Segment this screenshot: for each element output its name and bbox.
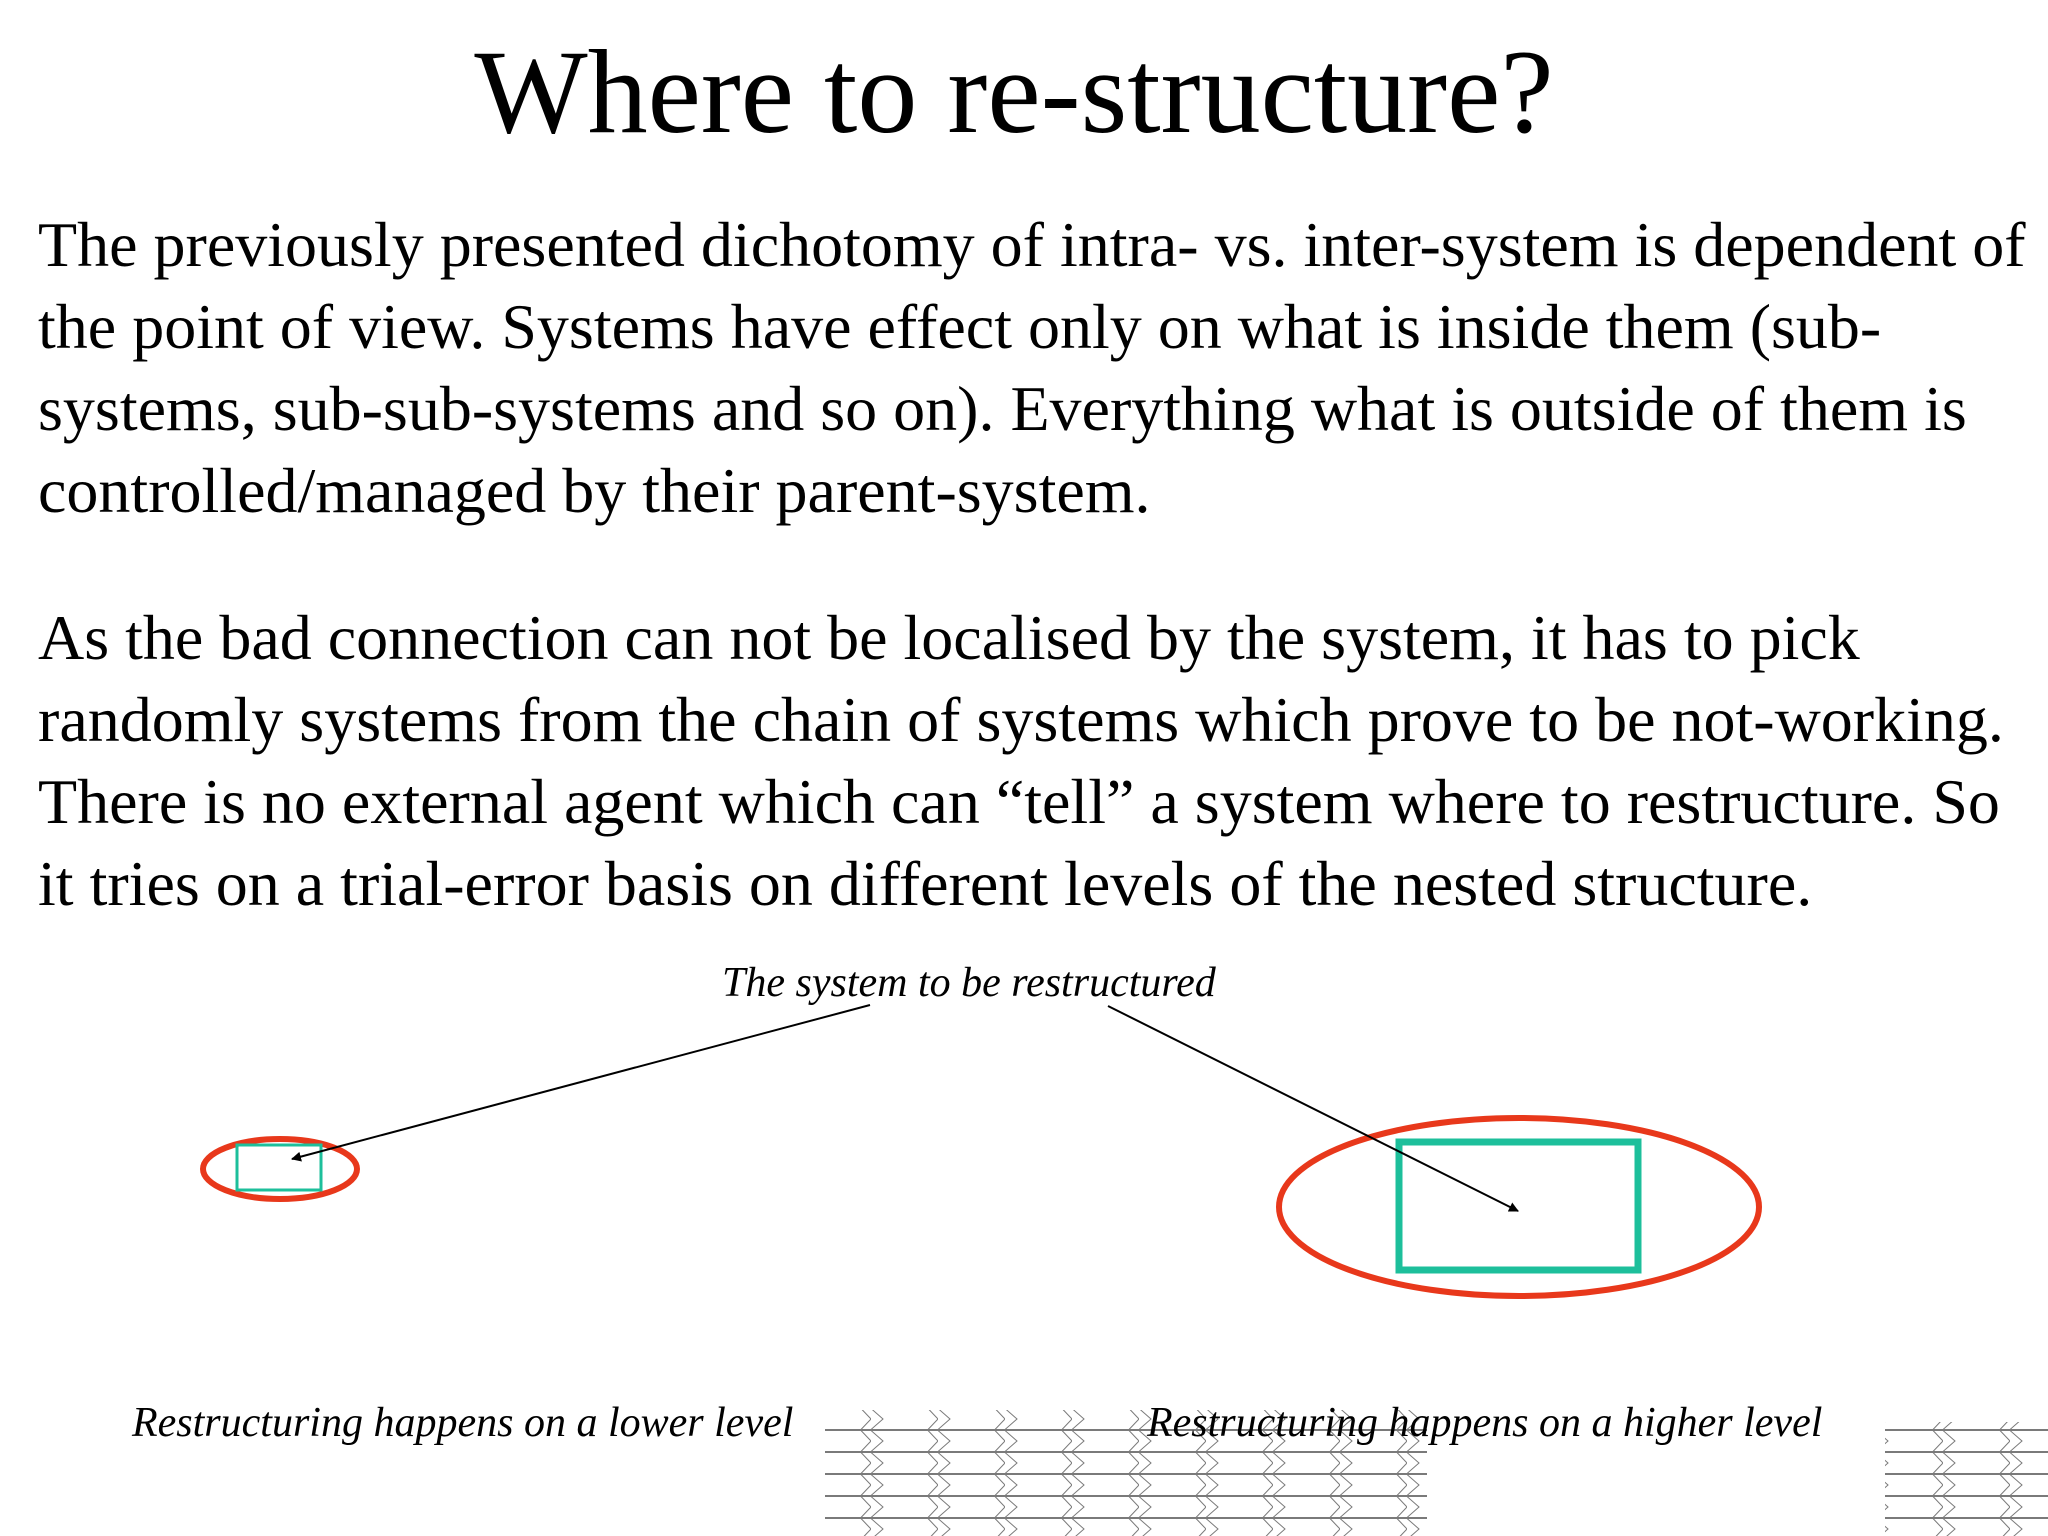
lower-level-system-box bbox=[237, 1145, 321, 1190]
paragraph-trial-error: As the bad connection can not be localised by the system, it has to pick randomly systems from the chain of systems which prove to be not-working. There is no external agent which can “tell” a system where to restructure. So it tries on a trial-error basis on different levels of the nested structure. bbox=[38, 602, 2004, 919]
slide-title: Where to re-structure? bbox=[474, 25, 1554, 158]
chain-grid-right bbox=[1885, 1422, 2048, 1536]
arrow-to-higher-system bbox=[1108, 1006, 1518, 1211]
higher-level-caption: Restructuring happens on a higher level bbox=[1147, 1400, 1823, 1446]
system-to-be-restructured-label: The system to be restructured bbox=[722, 960, 1216, 1006]
lower-level-caption: Restructuring happens on a lower level bbox=[132, 1400, 794, 1446]
arrow-to-lower-system bbox=[292, 1005, 870, 1159]
higher-level-system-box bbox=[1399, 1142, 1638, 1270]
paragraph-intra-inter: The previously presented dichotomy of intra- vs. inter-system is dependent of the point of view. Systems have effect only on what is inside them (sub-systems, sub-sub-systems and so on). Everything what is outside of them is controlled/managed by their parent-system. bbox=[38, 209, 2026, 526]
